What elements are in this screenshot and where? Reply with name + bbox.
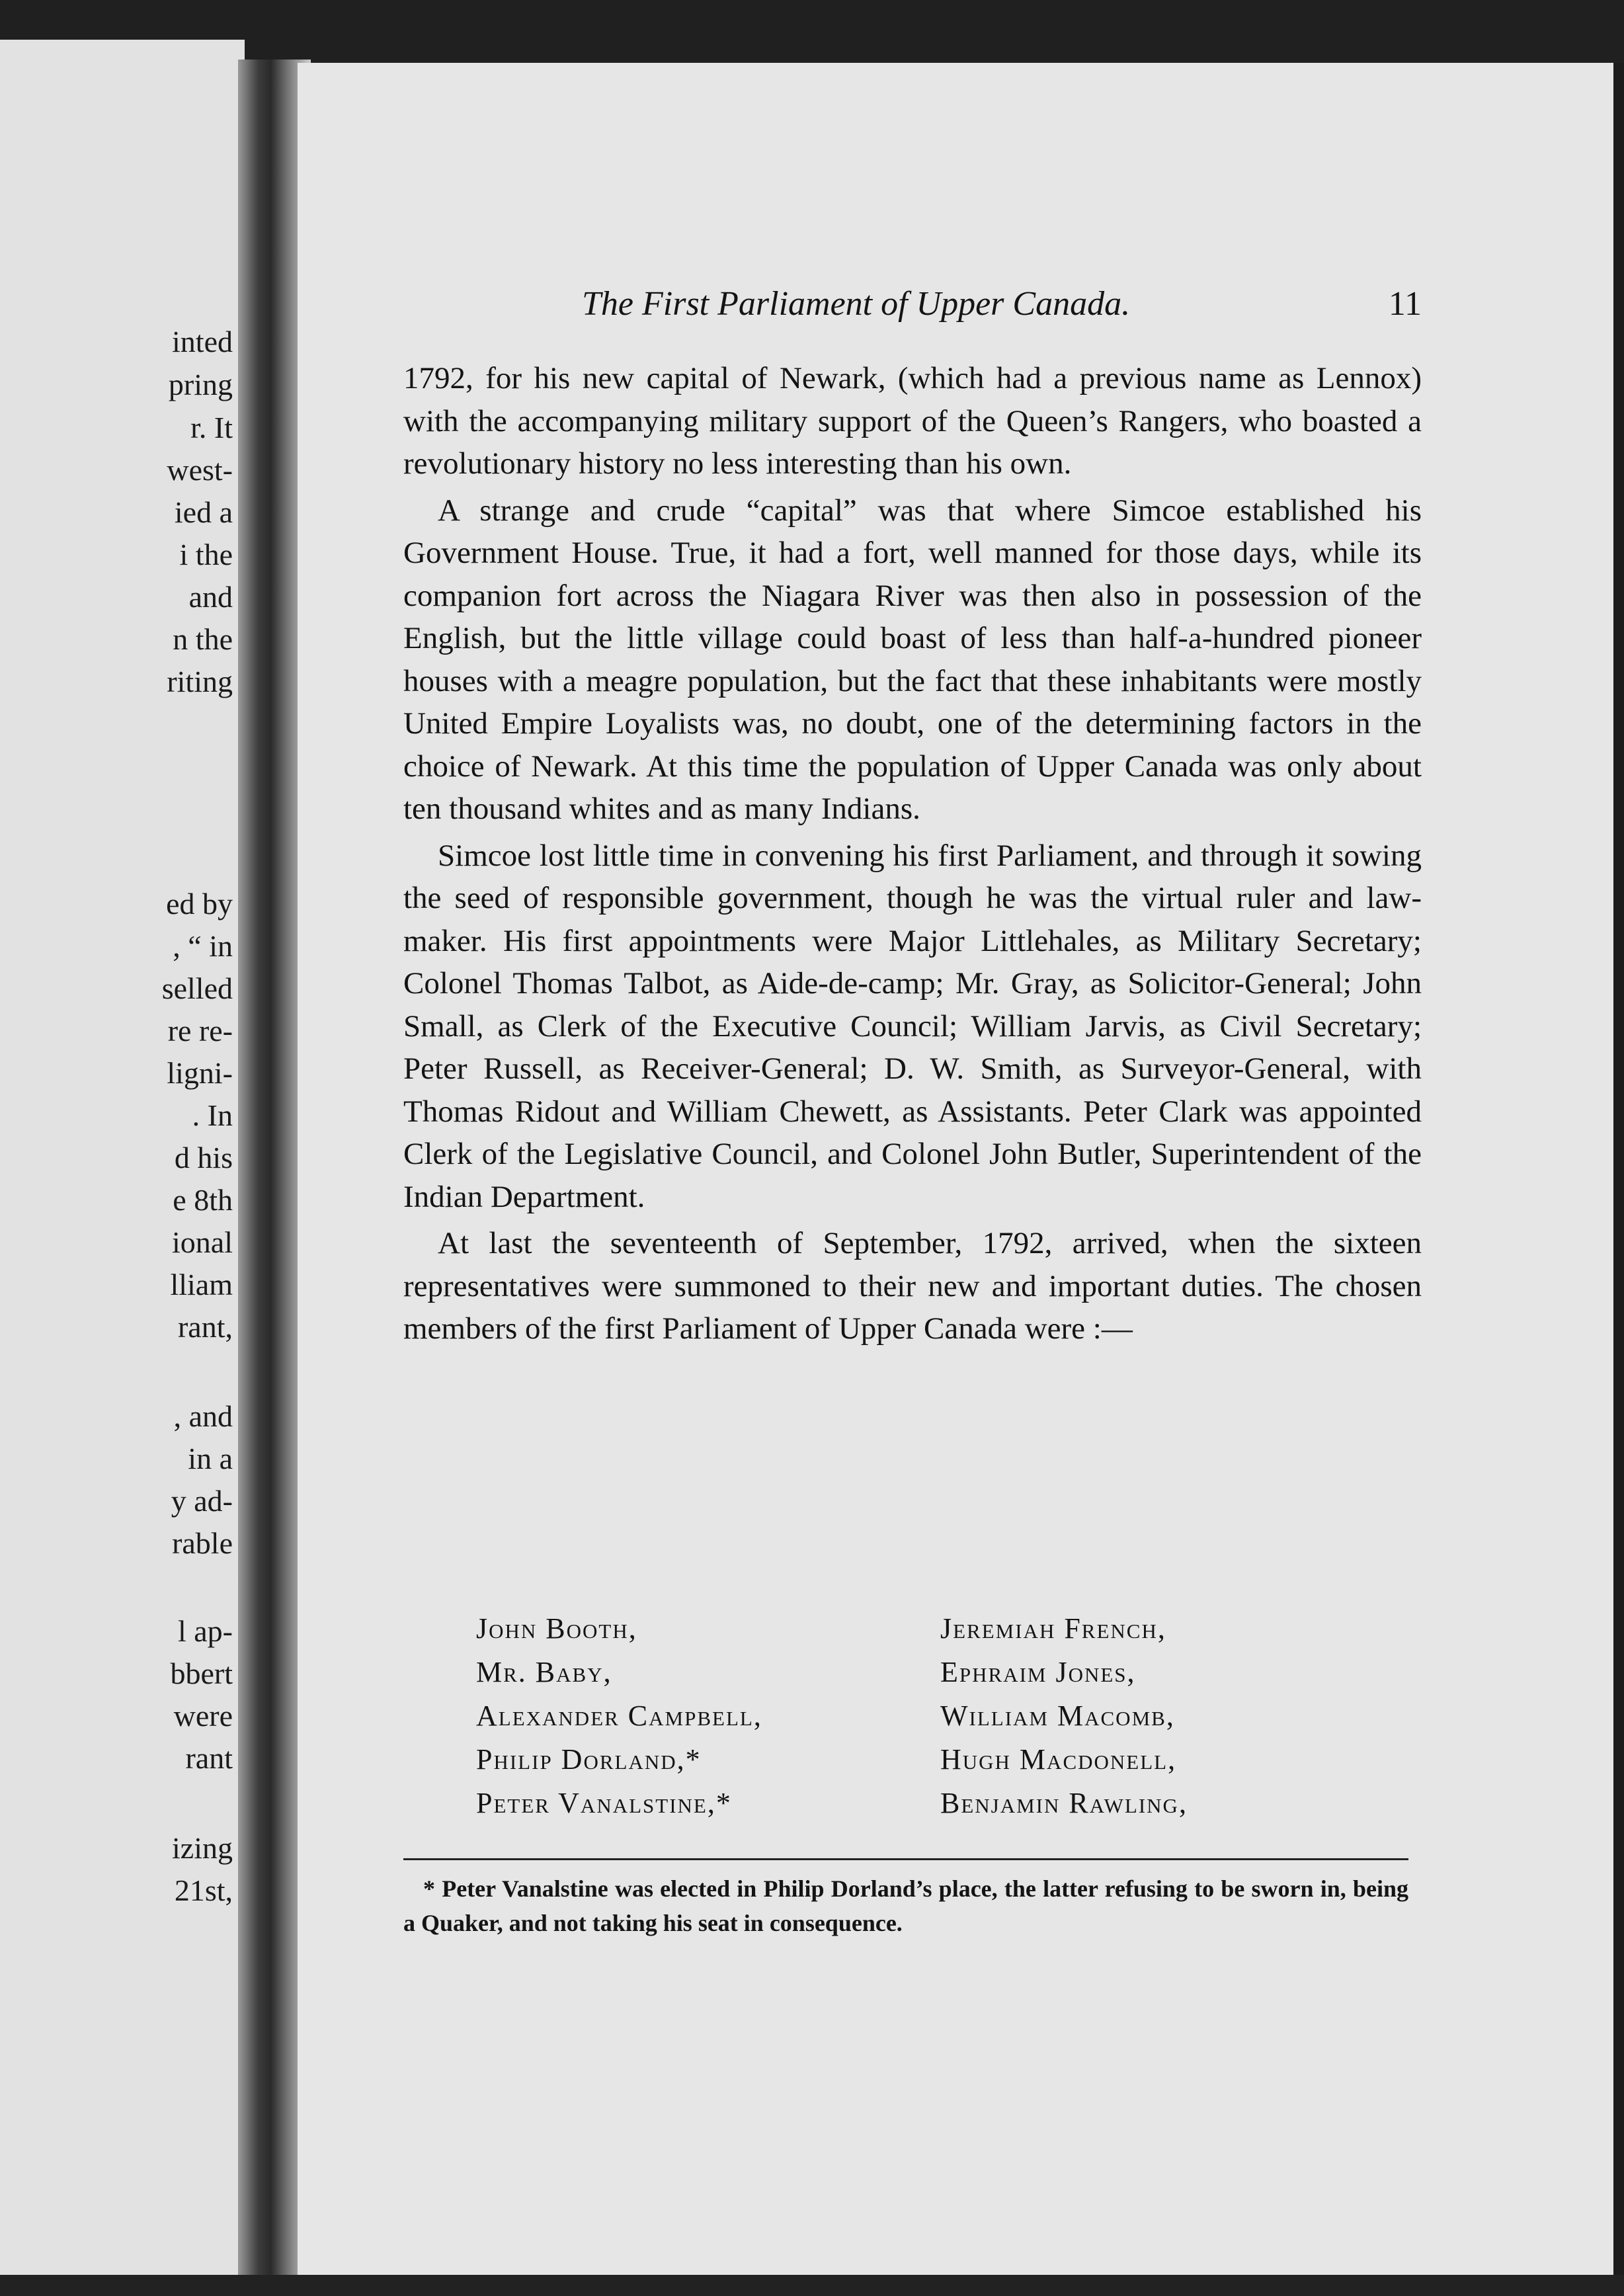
running-head: [403, 284, 1422, 331]
left-page-line: i the: [179, 538, 233, 571]
left-page-line: ional: [172, 1225, 233, 1259]
member-name: William Macomb,: [940, 1700, 1175, 1732]
footnote: * Peter Vanalstine was elected in Philip Dorland’s place, the latter refusing to be sworn in, being a Quaker, and not taking his seat in consequence.: [403, 1875, 1408, 1936]
left-page-line: r. It: [190, 411, 233, 444]
left-page-line: pring: [168, 368, 233, 401]
left-page-line: inted: [172, 325, 233, 358]
left-page-line: in a: [188, 1442, 233, 1475]
scan-bottom-border: [0, 2275, 1624, 2296]
left-page-line: rant,: [177, 1310, 233, 1344]
member-name: Philip Dorland,*: [476, 1743, 702, 1776]
member-name: Alexander Campbell,: [476, 1700, 762, 1732]
paragraph-3: Simcoe lost little time in convening his first Parliament, and through it sowing the seed of responsible government, though he was the virtual ruler and law-maker. His first appointments were Major Littlehales, as Military Secretary; Colonel Thomas Talbot, as Aide-de-camp; Mr. Gray, as Solicitor-General; John Small, as Clerk of the Executive Council; William Jarvis, as Civil Secretary; Peter Russell, as Receiver-General; D. W. Smith, as Surveyor-General, with Thomas Ridout and William Chewett, as Assistants. Peter Clark was appointed Clerk of the Legislative Council, and Colonel John Butler, Superintendent of the Indian Department.: [403, 838, 1422, 1214]
page-number: 11: [1388, 285, 1422, 323]
member-name: Ephraim Jones,: [940, 1656, 1136, 1688]
left-page-line: l ap-: [177, 1614, 233, 1648]
member-name: Mr. Baby,: [476, 1656, 612, 1688]
left-page-line: bbert: [170, 1657, 233, 1690]
footnote-rule: [403, 1858, 1408, 1860]
member-name: Hugh Macdonell,: [940, 1743, 1177, 1776]
left-page-line: 21st,: [174, 1873, 233, 1907]
member-name: John Booth,: [476, 1612, 637, 1645]
left-page-line: , “ in: [173, 929, 233, 963]
left-page-line: and: [188, 580, 233, 614]
left-page-line: , and: [173, 1399, 233, 1433]
left-page-line: selled: [161, 971, 233, 1005]
left-page-line: d his: [174, 1141, 233, 1174]
left-page-line: e 8th: [173, 1183, 233, 1217]
paragraph-2: A strange and crude “capital” was that where Simcoe established his Government House. True, it had a fort, well manned for those days, while its companion fort across the Niagara River was then also in possession of the English, but the little village could boast of less than half-a-hundred pioneer houses with a meagre population, but the fact that these inhabitants were mostly United Empire Loyalists was, no doubt, one of the determining factors in the choice of Newark. At this time the population of Upper Canada was only about ten thousand whites and as many Indians.: [403, 493, 1422, 826]
left-page-text: [0, 40, 238, 2222]
left-page-line: . In: [192, 1098, 233, 1132]
paragraph-1: 1792, for his new capital of Newark, (which had a previous name as Lennox) with the accompanying military support of the Queen’s Rangers, who boasted a revolutionary history no less interesting than his own.: [403, 361, 1422, 481]
left-page-line: y ad-: [171, 1484, 233, 1518]
member-column-left: [476, 1607, 762, 1825]
member-column-right: [940, 1607, 1188, 1825]
left-page-line: ligni-: [167, 1056, 233, 1090]
left-page-line: riting: [167, 665, 233, 698]
left-page-fragment: [0, 40, 245, 2275]
left-page-line: n the: [173, 622, 233, 656]
body-text: [403, 357, 1422, 1354]
left-page-line: rant: [185, 1741, 233, 1775]
paragraph-4: At last the seventeenth of September, 1792, arrived, when the sixteen representatives were summoned to their new and important duties. The chosen members of the first Parliament of Upper Canada were :—: [403, 1226, 1422, 1346]
member-name: Benjamin Rawling,: [940, 1787, 1188, 1819]
left-page-line: rable: [172, 1526, 233, 1560]
left-page-line: west-: [167, 453, 233, 487]
left-page-line: izing: [172, 1831, 233, 1865]
left-page-line: re re-: [167, 1014, 233, 1047]
member-name: Peter Vanalstine,*: [476, 1787, 732, 1819]
left-page-line: ied a: [174, 495, 233, 529]
left-page-line: were: [173, 1699, 233, 1733]
member-name: Jeremiah French,: [940, 1612, 1166, 1645]
left-page-line: ed by: [166, 887, 233, 921]
left-page-line: lliam: [170, 1268, 233, 1301]
running-title: The First Parliament of Upper Canada.: [582, 285, 1131, 323]
